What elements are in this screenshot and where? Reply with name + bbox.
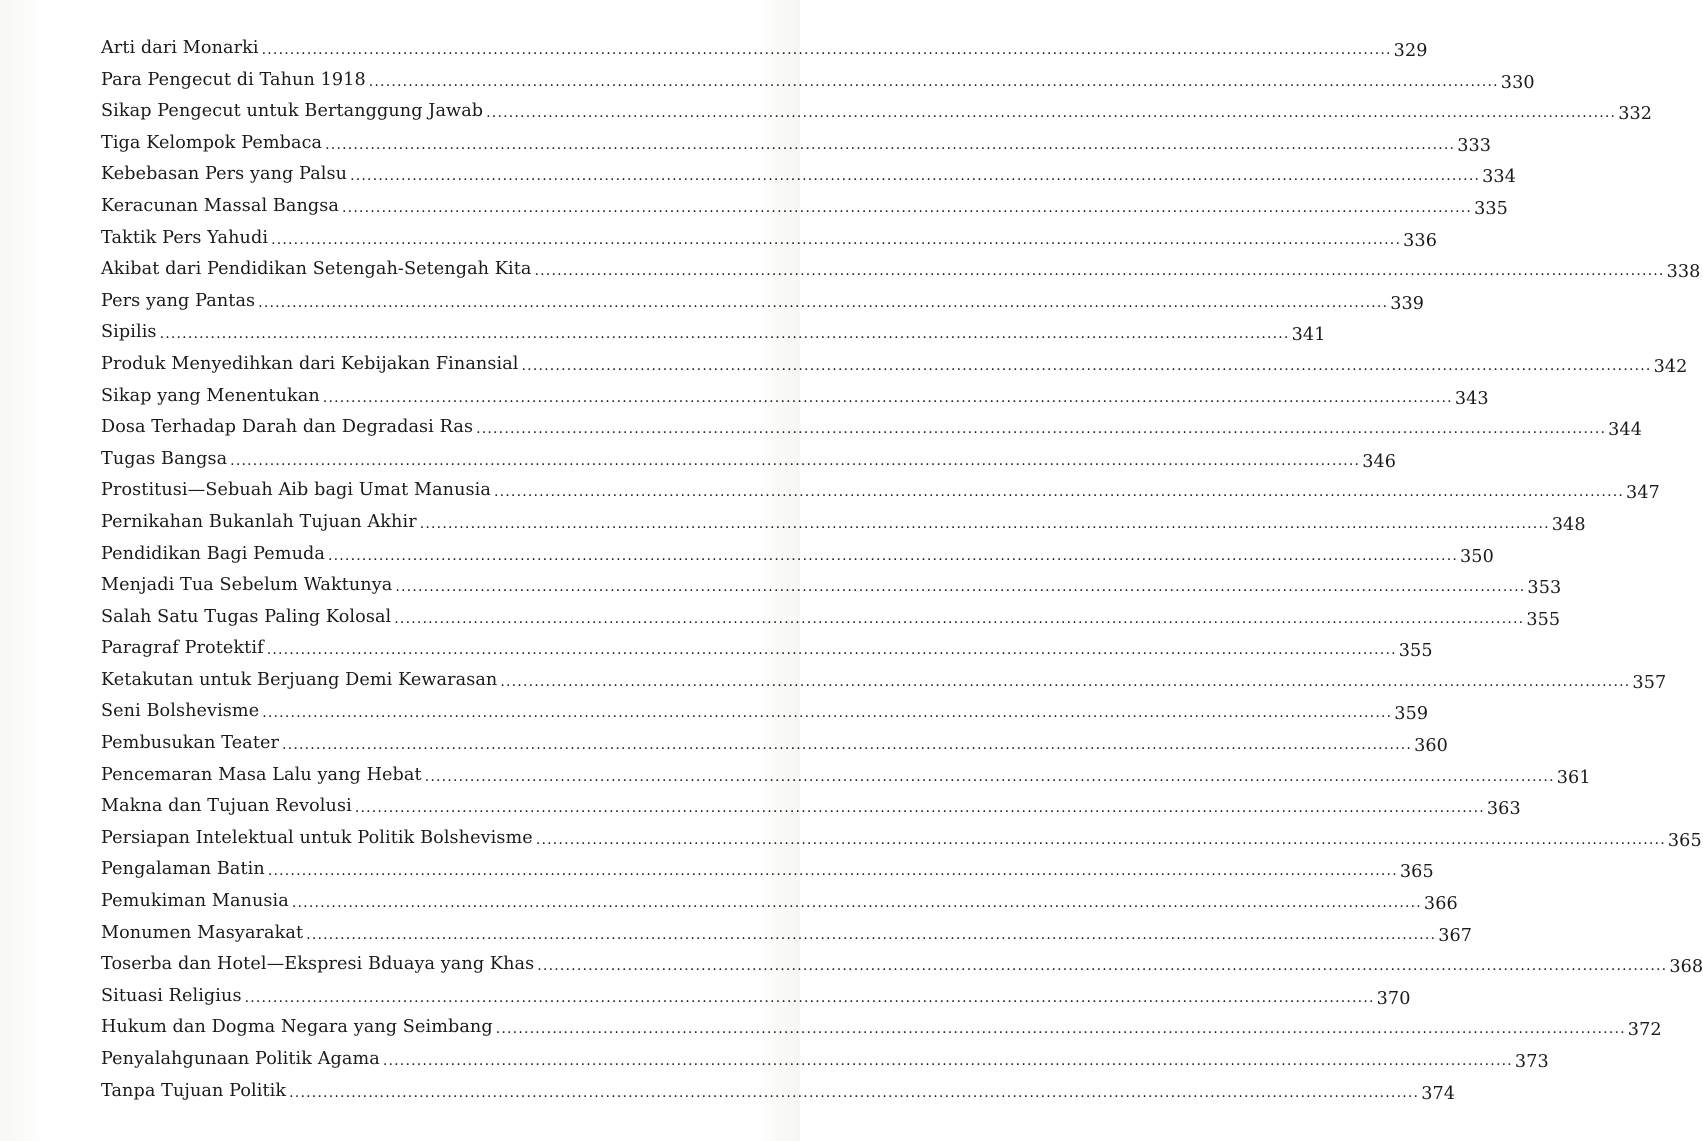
dot-leader: ........................................................................................................................................................................................................: [266, 642, 1397, 659]
toc-entry: [101, 65, 1535, 97]
toc-entry-title: Paragraf Protektif: [101, 638, 264, 659]
toc-entry: [101, 602, 1561, 634]
toc-entry-page-number: 344: [1608, 420, 1643, 441]
toc-entry-title: Sipilis: [101, 322, 157, 343]
toc-entry-title: Arti dari Monarki: [101, 38, 259, 58]
toc-entry-title: Kebebasan Pers yang Palsu: [101, 164, 348, 185]
toc-entry: [101, 33, 1428, 65]
dot-leader: ........................................................................................................................................................................................................: [537, 958, 1668, 975]
toc-entry-title: Pengalaman Batin: [101, 859, 265, 880]
toc-entry-page-number: 367: [1438, 925, 1473, 946]
dot-leader: ........................................................................................................................................................................................................: [350, 168, 1481, 185]
toc-entry-page-number: 353: [1527, 578, 1562, 599]
toc-entry-page-number: 332: [1618, 104, 1653, 125]
dot-leader: ........................................................................................................................................................................................................: [291, 895, 1422, 912]
toc-entry-page-number: 342: [1653, 356, 1688, 377]
toc-entry-title: Akibat dari Pendidikan Setengah-Setengah Kita: [101, 259, 532, 280]
toc-entry: [101, 981, 1411, 1013]
dot-leader: ........................................................................................................................................................................................................: [271, 231, 1402, 248]
toc-entry: [101, 412, 1643, 444]
toc-entry-title: Monumen Masyarakat: [101, 922, 304, 943]
dot-leader: ........................................................................................................................................................................................................: [262, 705, 1393, 722]
toc-entry: [101, 254, 1701, 286]
dot-leader: ........................................................................................................................................................................................................: [159, 326, 1290, 343]
dot-leader: ........................................................................................................................................................................................................: [306, 926, 1437, 943]
dot-leader: ........................................................................................................................................................................................................: [500, 673, 1631, 690]
toc-entry-page-number: 363: [1486, 799, 1521, 820]
dot-leader: ........................................................................................................................................................................................................: [394, 610, 1525, 627]
toc-entry-title: Salah Satu Tugas Paling Kolosal: [101, 606, 392, 627]
toc-entry: [101, 381, 1489, 413]
dot-leader: ........................................................................................................................................................................................................: [534, 263, 1665, 280]
toc-entry-title: Sikap yang Menentukan: [101, 385, 320, 406]
dot-leader: ........................................................................................................................................................................................................: [282, 737, 1413, 754]
toc-entry-title: Pencemaran Masa Lalu yang Hebat: [101, 764, 422, 785]
toc-entry-title: Tugas Bangsa: [101, 448, 228, 469]
toc-entry-title: Pemukiman Manusia: [101, 891, 289, 912]
toc-entry: [101, 286, 1425, 318]
toc-entry: [101, 886, 1458, 918]
toc-entry-title: Para Pengecut di Tahun 1918: [101, 69, 366, 90]
dot-leader: ........................................................................................................................................................................................................: [495, 1021, 1626, 1038]
toc-entry-title: Persiapan Intelektual untuk Politik Bolshevisme: [101, 827, 533, 848]
toc-entry-page-number: 357: [1632, 672, 1667, 693]
dot-leader: ........................................................................................................................................................................................................: [322, 389, 1453, 406]
toc-entry-page-number: 343: [1454, 388, 1489, 409]
dot-leader: ........................................................................................................................................................................................................: [342, 199, 1473, 216]
toc-entry-page-number: 359: [1394, 704, 1429, 725]
toc-entry: [101, 791, 1521, 823]
toc-entry: [101, 475, 1660, 507]
toc-entry-page-number: 365: [1399, 862, 1434, 883]
toc-entry: [101, 96, 1653, 128]
dot-leader: ........................................................................................................................................................................................................: [368, 73, 1499, 90]
toc-entry-title: Tiga Kelompok Pembaca: [101, 132, 323, 153]
toc-entry-page-number: 373: [1514, 1052, 1549, 1072]
dot-leader: ........................................................................................................................................................................................................: [486, 105, 1617, 122]
dot-leader: ........................................................................................................................................................................................................: [419, 515, 1550, 532]
toc-entry: [101, 507, 1586, 539]
toc-entry: [101, 570, 1562, 602]
dot-leader: ........................................................................................................................................................................................................: [535, 831, 1666, 848]
toc-entry-page-number: 368: [1669, 957, 1703, 978]
dot-leader: ........................................................................................................................................................................................................: [230, 452, 1361, 469]
toc-entry-title: Keracunan Massal Bangsa: [101, 195, 340, 216]
toc-entry-title: Hukum dan Dogma Negara yang Seimbang: [101, 1017, 493, 1038]
toc-entry-title: Makna dan Tujuan Revolusi: [101, 796, 352, 817]
toc-entry-page-number: 355: [1526, 609, 1561, 630]
toc-entry: [101, 539, 1494, 571]
toc-entry: [101, 1044, 1549, 1076]
toc-entry-page-number: 336: [1403, 230, 1437, 251]
toc-entry-page-number: 355: [1398, 641, 1433, 662]
toc-entry: [101, 760, 1591, 792]
toc-entry-page-number: 372: [1627, 1020, 1662, 1041]
toc-entry-page-number: 341: [1291, 325, 1326, 346]
toc-entry: [101, 1012, 1662, 1044]
dot-leader: ........................................................................................................................................................................................................: [267, 863, 1398, 880]
toc-entry-page-number: 347: [1626, 483, 1660, 504]
toc-entry-title: Menjadi Tua Sebelum Waktunya: [101, 575, 393, 596]
toc-entry: [101, 191, 1508, 223]
dot-leader: ........................................................................................................................................................................................................: [327, 547, 1459, 564]
toc-entry-title: Seni Bolshevisme: [101, 701, 260, 722]
toc-entry-title: Dosa Terhadap Darah dan Degradasi Ras: [101, 417, 474, 438]
toc-entry-title: Pers yang Pantas: [101, 290, 256, 311]
toc-entry-title: Ketakutan untuk Berjuang Demi Kewarasan: [101, 669, 498, 690]
dot-leader: ........................................................................................................................................................................................................: [493, 484, 1625, 501]
toc-entry-title: Produk Menyedihkan dari Kebijakan Finansial: [101, 353, 519, 374]
toc-entry-page-number: 330: [1500, 72, 1535, 93]
dot-leader: ........................................................................................................................................................................................................: [521, 357, 1652, 374]
toc-entry-title: Taktik Pers Yahudi: [101, 227, 269, 248]
toc-entry-page-number: 335: [1474, 198, 1508, 219]
dot-leader: ........................................................................................................................................................................................................: [289, 1084, 1420, 1101]
toc-entry: [101, 1076, 1456, 1108]
toc-entry: [101, 854, 1434, 886]
toc-entry-title: Pernikahan Bukanlah Tujuan Akhir: [101, 511, 417, 532]
toc-entry-page-number: 366: [1423, 894, 1458, 915]
dot-leader: ........................................................................................................................................................................................................: [382, 1053, 1513, 1069]
dot-leader: ........................................................................................................................................................................................................: [258, 294, 1389, 311]
toc-entry: [101, 728, 1448, 760]
toc-entry: [101, 918, 1473, 950]
dot-leader: ........................................................................................................................................................................................................: [424, 768, 1555, 785]
toc-entry: [101, 128, 1492, 160]
toc-entry-title: Tanpa Tujuan Politik: [101, 1080, 287, 1101]
toc-entry: [101, 317, 1326, 349]
toc-entry-page-number: 333: [1457, 135, 1492, 156]
dot-leader: ........................................................................................................................................................................................................: [354, 800, 1485, 817]
dot-leader: ........................................................................................................................................................................................................: [325, 136, 1456, 153]
toc-entry: [101, 949, 1703, 981]
toc-entry-page-number: 370: [1376, 988, 1411, 1009]
toc-entry: [101, 223, 1437, 255]
table-of-contents: [101, 33, 1703, 1107]
toc-entry: [101, 444, 1397, 476]
dot-leader: ........................................................................................................................................................................................................: [244, 989, 1375, 1006]
toc-entry: [101, 665, 1667, 697]
dot-leader: ........................................................................................................................................................................................................: [261, 42, 1392, 58]
toc-entry-page-number: 365: [1667, 830, 1702, 851]
toc-entry-page-number: 329: [1393, 41, 1428, 61]
toc-entry: [101, 349, 1688, 381]
toc-entry-page-number: 346: [1362, 451, 1397, 472]
toc-entry-page-number: 350: [1460, 546, 1494, 567]
toc-entry-page-number: 374: [1421, 1083, 1456, 1104]
toc-entry-title: Toserba dan Hotel—Ekspresi Bduaya yang Khas: [101, 954, 535, 975]
toc-entry-page-number: 361: [1556, 767, 1591, 788]
toc-entry-page-number: 360: [1414, 736, 1448, 757]
toc-entry: [101, 823, 1702, 855]
toc-entry-page-number: 334: [1482, 167, 1517, 188]
toc-entry: [101, 159, 1517, 191]
toc-entry-title: Situasi Religius: [101, 985, 242, 1006]
toc-entry-title: Pembusukan Teater: [101, 733, 280, 754]
toc-entry: [101, 696, 1429, 728]
toc-entry: [101, 633, 1433, 665]
toc-entry-page-number: 339: [1390, 293, 1425, 314]
toc-entry-title: Prostitusi—Sebuah Aib bagi Umat Manusia: [101, 480, 491, 501]
dot-leader: ........................................................................................................................................................................................................: [476, 421, 1607, 438]
toc-entry-title: Penyalahgunaan Politik Agama: [101, 1049, 380, 1069]
toc-entry-title: Pendidikan Bagi Pemuda: [101, 543, 325, 564]
toc-entry-page-number: 348: [1551, 514, 1586, 535]
toc-entry-page-number: 338: [1666, 262, 1701, 283]
dot-leader: ........................................................................................................................................................................................................: [395, 579, 1526, 596]
toc-entry-title: Sikap Pengecut untuk Bertanggung Jawab: [101, 101, 484, 122]
